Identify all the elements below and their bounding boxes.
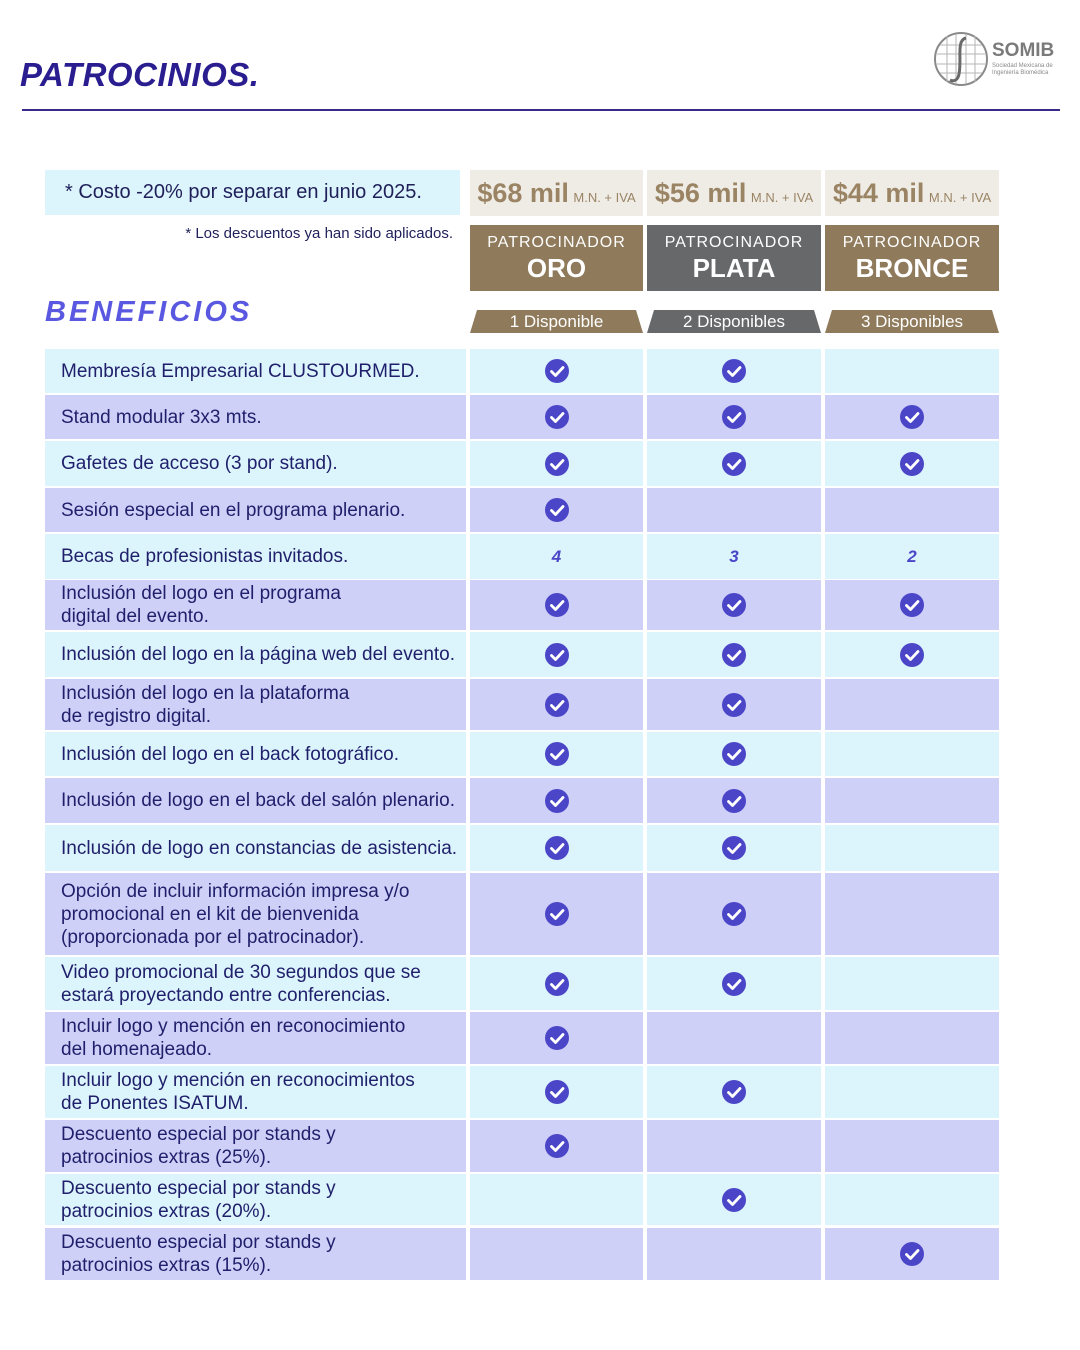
table-row: [0, 1174, 1080, 1225]
benefit-label: [45, 580, 466, 630]
benefit-oro-cell: [470, 825, 643, 871]
price-bronce-amount: $44 mil: [832, 178, 925, 208]
benefit-oro-cell: [470, 534, 643, 579]
benefit-plata-cell: [647, 1012, 821, 1064]
table-row: [0, 632, 1080, 677]
benefit-oro-cell: [470, 873, 643, 955]
check-icon: [899, 592, 925, 618]
benefit-plata-cell: [647, 778, 821, 823]
benefit-oro-cell: [470, 1066, 643, 1118]
benefit-oro-cell: [470, 580, 643, 630]
benefit-plata-cell: [647, 349, 821, 393]
benefit-bronce-cell: [825, 441, 999, 486]
check-icon: [544, 642, 570, 668]
benefit-oro-cell: [470, 1012, 643, 1064]
benefit-bronce-cell: [825, 778, 999, 823]
check-icon: [544, 451, 570, 477]
benefit-plata-cell: [647, 632, 821, 677]
benefit-label: [45, 957, 466, 1010]
tier-bronce-label: PATROCINADOR: [842, 234, 982, 251]
check-icon: [721, 835, 747, 861]
benefit-text: Inclusión de logo en el back del salón plenario.: [61, 790, 455, 811]
benefit-text: Inclusión de logo en constancias de asistencia.: [61, 837, 458, 859]
check-icon: [544, 741, 570, 767]
benefit-bronce-cell: [825, 395, 999, 439]
benefit-bronce-cell: [825, 534, 999, 579]
table-row: [0, 732, 1080, 776]
table-row: [0, 778, 1080, 823]
table-row: [0, 1120, 1080, 1172]
benefit-label: [45, 441, 466, 486]
benefit-label: [45, 679, 466, 730]
benefit-plata-cell: [647, 534, 821, 579]
check-icon: [721, 692, 747, 718]
benefit-oro-cell: [470, 1228, 643, 1280]
table-row: [0, 395, 1080, 439]
benefit-text: Inclusión del logo en la página web del evento.: [61, 644, 456, 665]
benefit-text: Incluir logo y mención en reconocimientos de Ponentes ISATUM.: [61, 1070, 415, 1114]
benefit-plata-cell: [647, 1066, 821, 1118]
check-icon: [721, 404, 747, 430]
benefit-label: [45, 825, 466, 871]
check-icon: [544, 497, 570, 523]
benefit-text: Descuento especial por stands y patrocinios extras (25%).: [61, 1124, 336, 1168]
benefit-label: [45, 1228, 466, 1280]
benefit-label: [45, 1120, 466, 1172]
table-row: [0, 534, 1080, 579]
availability-bronce: [825, 310, 999, 333]
check-icon: [721, 1079, 747, 1105]
table-row: [0, 1228, 1080, 1280]
benefit-label: [45, 632, 466, 677]
tier-oro-name: ORO: [526, 253, 587, 283]
price-plata: [647, 170, 821, 216]
benefit-oro-cell: [470, 441, 643, 486]
scholarship-count: 3: [729, 546, 739, 566]
table-row: [0, 441, 1080, 486]
tier-oro-label: PATROCINADOR: [487, 234, 626, 251]
logo-name: SOMIB: [992, 40, 1055, 61]
promo-note: * Los descuentos ya han sido aplicados.: [185, 225, 453, 242]
price-oro-amount: $68 mil: [477, 178, 569, 208]
benefit-oro-cell: [470, 349, 643, 393]
price-plata-unit: M.N. + IVA: [750, 190, 814, 205]
availability-plata: [647, 310, 821, 333]
benefit-oro-cell: [470, 1120, 643, 1172]
benefit-label: [45, 1012, 466, 1064]
benefit-plata-cell: [647, 441, 821, 486]
check-icon: [544, 1025, 570, 1051]
table-row: [0, 488, 1080, 532]
page-title: PATROCINIOS.: [20, 56, 260, 93]
table-row: [0, 1012, 1080, 1064]
benefit-plata-cell: [647, 580, 821, 630]
benefit-text: Gafetes de acceso (3 por stand).: [61, 453, 338, 474]
table-row: [0, 873, 1080, 955]
benefit-text: Sesión especial en el programa plenario.: [61, 499, 406, 521]
benefit-bronce-cell: [825, 873, 999, 955]
check-icon: [544, 358, 570, 384]
benefit-text: Descuento especial por stands y patrocinios extras (20%).: [61, 1177, 336, 1222]
check-icon: [544, 835, 570, 861]
availability-plata-text: 2 Disponibles: [682, 312, 786, 331]
benefit-bronce-cell: [825, 825, 999, 871]
availability-oro: [470, 310, 643, 333]
benefit-oro-cell: [470, 957, 643, 1010]
section-title: BENEFICIOS: [45, 296, 253, 328]
benefit-oro-cell: [470, 632, 643, 677]
tier-bronce-name: BRONCE: [855, 253, 969, 283]
benefit-label: [45, 488, 466, 532]
check-icon: [544, 971, 570, 997]
check-icon: [721, 592, 747, 618]
benefit-label: [45, 534, 466, 579]
check-icon: [721, 741, 747, 767]
benefit-label: [45, 1174, 466, 1225]
benefit-plata-cell: [647, 488, 821, 532]
benefit-label: [45, 778, 466, 823]
check-icon: [721, 451, 747, 477]
logo-subtitle: Sociedad Mexicana de Ingeniería Biomédica: [992, 63, 1053, 76]
benefit-plata-cell: [647, 1174, 821, 1225]
availability-oro-text: 1 Disponible: [509, 312, 604, 331]
table-row: [0, 957, 1080, 1010]
benefit-text: Incluir logo y mención en reconocimiento del homenajeado.: [61, 1016, 406, 1060]
check-icon: [544, 1133, 570, 1159]
check-icon: [544, 692, 570, 718]
benefit-plata-cell: [647, 732, 821, 776]
benefit-label: [45, 395, 466, 439]
tier-plata-name: PLATA: [692, 253, 776, 283]
benefit-bronce-cell: [825, 732, 999, 776]
promo-box: * Costo -20% por separar en junio 2025.: [45, 170, 460, 215]
benefit-text: Membresía Empresarial CLUSTOURMED.: [61, 360, 420, 382]
benefit-bronce-cell: [825, 1066, 999, 1118]
tier-header-bronce: [825, 225, 999, 291]
check-icon: [899, 1241, 925, 1267]
check-icon: [721, 642, 747, 668]
benefit-label: [45, 873, 466, 955]
benefit-label: [45, 732, 466, 776]
check-icon: [721, 901, 747, 927]
benefit-bronce-cell: [825, 957, 999, 1010]
benefit-plata-cell: [647, 679, 821, 730]
benefit-bronce-cell: [825, 632, 999, 677]
title-divider: [22, 109, 1060, 111]
table-row: [0, 580, 1080, 630]
table-row: [0, 825, 1080, 871]
benefit-bronce-cell: [825, 1228, 999, 1280]
benefit-plata-cell: [647, 873, 821, 955]
benefit-label: [45, 349, 466, 393]
table-row: [0, 1066, 1080, 1118]
price-bronce: [825, 170, 999, 216]
benefit-oro-cell: [470, 732, 643, 776]
price-bronce-unit: M.N. + IVA: [928, 190, 992, 205]
check-icon: [544, 592, 570, 618]
benefit-text: Stand modular 3x3 mts.: [61, 406, 262, 428]
somib-logo: [932, 30, 1072, 92]
price-oro: [470, 170, 643, 216]
benefit-bronce-cell: [825, 679, 999, 730]
check-icon: [544, 901, 570, 927]
somib-logo-icon: [932, 30, 990, 88]
benefit-bronce-cell: [825, 349, 999, 393]
scholarship-count: 2: [907, 546, 917, 566]
benefit-plata-cell: [647, 825, 821, 871]
benefit-plata-cell: [647, 395, 821, 439]
benefit-bronce-cell: [825, 580, 999, 630]
benefit-bronce-cell: [825, 1120, 999, 1172]
benefit-plata-cell: [647, 1228, 821, 1280]
benefit-text: Becas de profesionistas invitados.: [61, 546, 349, 567]
benefit-text: Opción de incluir información impresa y/o promocional en el kit de bienvenida (proporcionada por el patrocinador).: [61, 880, 410, 948]
benefit-text: Inclusión del logo en la plataforma de registro digital.: [61, 682, 350, 727]
check-icon: [544, 1079, 570, 1105]
check-icon: [721, 1187, 747, 1213]
scholarship-count: 4: [551, 546, 562, 566]
availability-bronce-text: 3 Disponibles: [860, 312, 964, 331]
check-icon: [899, 404, 925, 430]
benefit-oro-cell: [470, 679, 643, 730]
price-plata-amount: $56 mil: [654, 178, 747, 208]
table-row: [0, 349, 1080, 393]
check-icon: [544, 404, 570, 430]
check-icon: [721, 358, 747, 384]
benefit-oro-cell: [470, 395, 643, 439]
check-icon: [721, 788, 747, 814]
table-row: [0, 679, 1080, 730]
check-icon: [899, 451, 925, 477]
benefit-oro-cell: [470, 488, 643, 532]
benefit-oro-cell: [470, 1174, 643, 1225]
benefit-text: Descuento especial por stands y patrocinios extras (15%).: [61, 1232, 336, 1276]
benefit-text: Inclusión del logo en el programa digital del evento.: [61, 583, 341, 627]
benefit-label: [45, 1066, 466, 1118]
benefit-bronce-cell: [825, 1174, 999, 1225]
tier-plata-label: PATROCINADOR: [664, 234, 804, 251]
tier-header-oro: [470, 225, 643, 291]
benefit-text: Video promocional de 30 segundos que se estará proyectando entre conferencias.: [61, 961, 421, 1006]
tier-header-plata: [647, 225, 821, 291]
benefit-plata-cell: [647, 957, 821, 1010]
benefit-oro-cell: [470, 778, 643, 823]
benefit-bronce-cell: [825, 1012, 999, 1064]
check-icon: [544, 788, 570, 814]
benefit-bronce-cell: [825, 488, 999, 532]
check-icon: [899, 642, 925, 668]
benefit-plata-cell: [647, 1120, 821, 1172]
benefit-text: Inclusión del logo en el back fotográfico.: [61, 743, 399, 765]
check-icon: [721, 971, 747, 997]
price-oro-unit: M.N. + IVA: [573, 190, 636, 205]
